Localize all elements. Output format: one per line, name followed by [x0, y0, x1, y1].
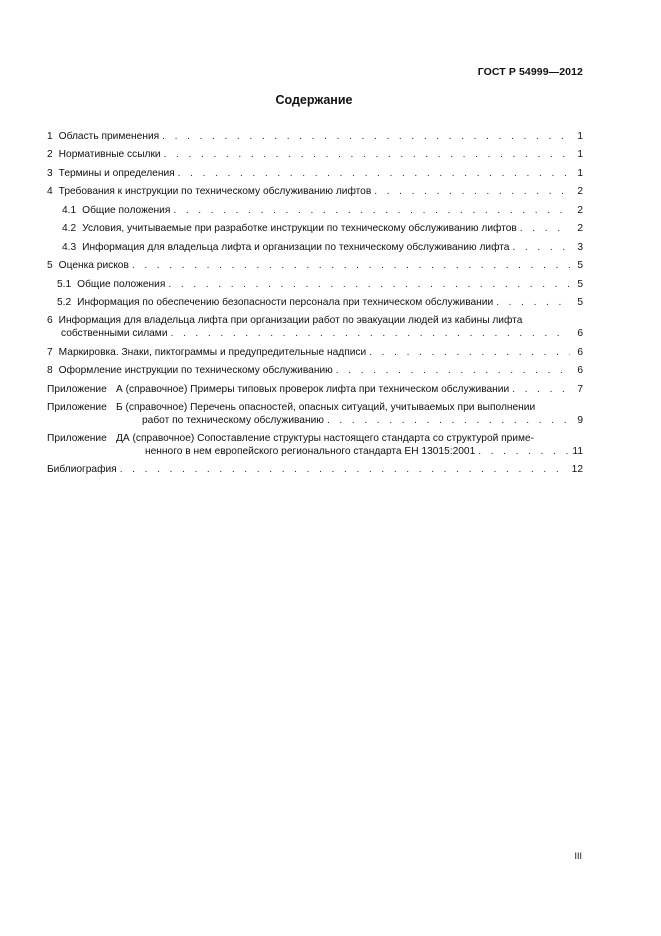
dot-leader	[162, 130, 570, 143]
toc-entry[interactable]	[47, 458, 583, 477]
toc-entry-number: 4	[47, 186, 53, 197]
toc-entry-number: 5	[47, 260, 53, 271]
toc-entry-page: 1	[577, 149, 583, 160]
dot-leader	[496, 296, 570, 309]
toc-entry-title-line1: ДА (справочное) Сопоставление структуры настоящего стандарта со структурой приме-	[116, 432, 535, 444]
toc-subentry[interactable]	[47, 235, 583, 254]
dot-leader	[168, 278, 570, 291]
toc-entry-title: Нормативные ссылки	[58, 149, 161, 160]
toc-entry[interactable]	[47, 124, 583, 143]
toc-entry[interactable]	[47, 180, 583, 199]
toc-entry-number: 8	[47, 365, 53, 376]
toc-subentry[interactable]	[47, 217, 583, 236]
toc-entry-page: 1	[577, 167, 583, 179]
appendix-label: Приложение	[47, 383, 107, 395]
toc-entry-page: 3	[577, 241, 583, 253]
toc-entry-title: А (справочное) Примеры типовых проверок лифта при техническом обслуживании	[116, 383, 510, 395]
dot-leader	[512, 241, 570, 254]
dot-leader	[374, 185, 570, 198]
toc-entry-page: 6	[577, 346, 583, 358]
toc-entry-page: 2	[577, 223, 583, 234]
dot-leader	[164, 148, 570, 161]
dot-leader	[478, 445, 569, 458]
toc-appendix-entry[interactable]	[47, 401, 583, 427]
toc-entry[interactable]	[47, 143, 583, 162]
toc-entry-title-line1: Информация для владельца лифта при организации работ по эвакуации людей из кабины лифта	[58, 315, 523, 326]
toc-entry-page: 2	[577, 204, 583, 216]
toc-entry-page: 6	[577, 365, 583, 376]
toc-entry[interactable]	[47, 161, 583, 180]
toc-entry-title: Оформление инструкции по техническому обслуживанию	[58, 365, 333, 376]
toc-entry-title-line1: Б (справочное) Перечень опасностей, опасных ситуаций, учитываемых при выполнении	[116, 401, 536, 413]
toc-entry-title: Условия, учитываемые при разработке инструкции по техническому обслуживанию лифтов	[82, 223, 517, 234]
toc-entry-title: Информация для владельца лифта и организации по техническому обслуживанию лифта	[82, 241, 510, 253]
toc-entry-page: 1	[577, 130, 583, 142]
toc-subentry[interactable]	[47, 198, 583, 217]
dot-leader	[369, 346, 570, 359]
toc-entry-title-line2: работ по техническому обслуживанию	[142, 414, 324, 426]
toc-entry-number: 5.1	[57, 278, 72, 290]
toc-entry-title: Маркировка. Знаки, пиктограммы и предупредительные надписи	[58, 346, 367, 358]
toc-entry-page: 2	[577, 186, 583, 197]
toc-entry[interactable]	[47, 254, 583, 273]
page-number: III	[574, 851, 582, 861]
toc-entry-number: 4.1	[62, 204, 77, 216]
dot-leader	[512, 383, 570, 396]
toc-entry-page: 12	[571, 464, 583, 475]
dot-leader	[336, 364, 570, 377]
toc-entry-title: Общие положения	[77, 278, 166, 290]
toc-entry-page: 5	[577, 297, 583, 308]
toc-subentry[interactable]	[47, 291, 583, 310]
toc-entry-title-line2: собственными силами	[61, 328, 168, 339]
toc-entry-page: 9	[577, 414, 583, 426]
toc-entry-number: 2	[47, 149, 53, 160]
dot-leader	[327, 414, 570, 427]
toc-entry-title: Библиография	[47, 464, 117, 475]
dot-leader	[120, 463, 569, 476]
toc-entry-number: 7	[47, 346, 53, 358]
toc-entry-number: 5.2	[57, 297, 72, 308]
toc-entry-title: Оценка рисков	[58, 260, 129, 271]
dot-leader	[132, 259, 570, 272]
toc-entry-page: 11	[572, 445, 583, 457]
toc-entry-number: 4.2	[62, 223, 77, 234]
toc-entry-title: Информация по обеспечению безопасности персонала при техническом обслуживании	[77, 297, 494, 308]
dot-leader	[520, 222, 570, 235]
toc-entry-title-line2: ненного в нем европейского регионального стандарта ЕН 13015:2001	[145, 445, 476, 457]
toc-entry-page: 5	[577, 278, 583, 290]
toc-entry-page: 7	[577, 383, 583, 395]
toc-entry-title: Требования к инструкции по техническому обслуживанию лифтов	[58, 186, 372, 197]
dot-leader	[171, 327, 570, 340]
toc-entry-page: 6	[577, 328, 583, 339]
toc-entry[interactable]	[47, 314, 583, 340]
toc-appendix-entry[interactable]	[47, 432, 583, 458]
toc-entry-title: Общие положения	[82, 204, 171, 216]
appendix-label: Приложение	[47, 432, 107, 444]
toc-title: Содержание	[275, 93, 353, 107]
toc-entry-number: 3	[47, 167, 53, 179]
document-code: ГОСТ Р 54999—2012	[477, 66, 583, 78]
toc-entry[interactable]	[47, 340, 583, 359]
toc-entry-title: Область применения	[58, 130, 160, 142]
toc-entry-title: Термины и определения	[58, 167, 175, 179]
toc-entry-page: 5	[577, 260, 583, 271]
dot-leader	[178, 167, 570, 180]
appendix-label: Приложение	[47, 401, 107, 413]
toc-entry-number: 6	[47, 315, 53, 326]
toc-entry-number: 1	[47, 130, 53, 142]
toc-entry-number: 4.3	[62, 241, 77, 253]
table-of-contents	[47, 124, 583, 476]
toc-subentry[interactable]	[47, 272, 583, 291]
dot-leader	[173, 204, 570, 217]
toc-appendix-entry[interactable]	[47, 377, 583, 396]
toc-entry[interactable]	[47, 359, 583, 378]
